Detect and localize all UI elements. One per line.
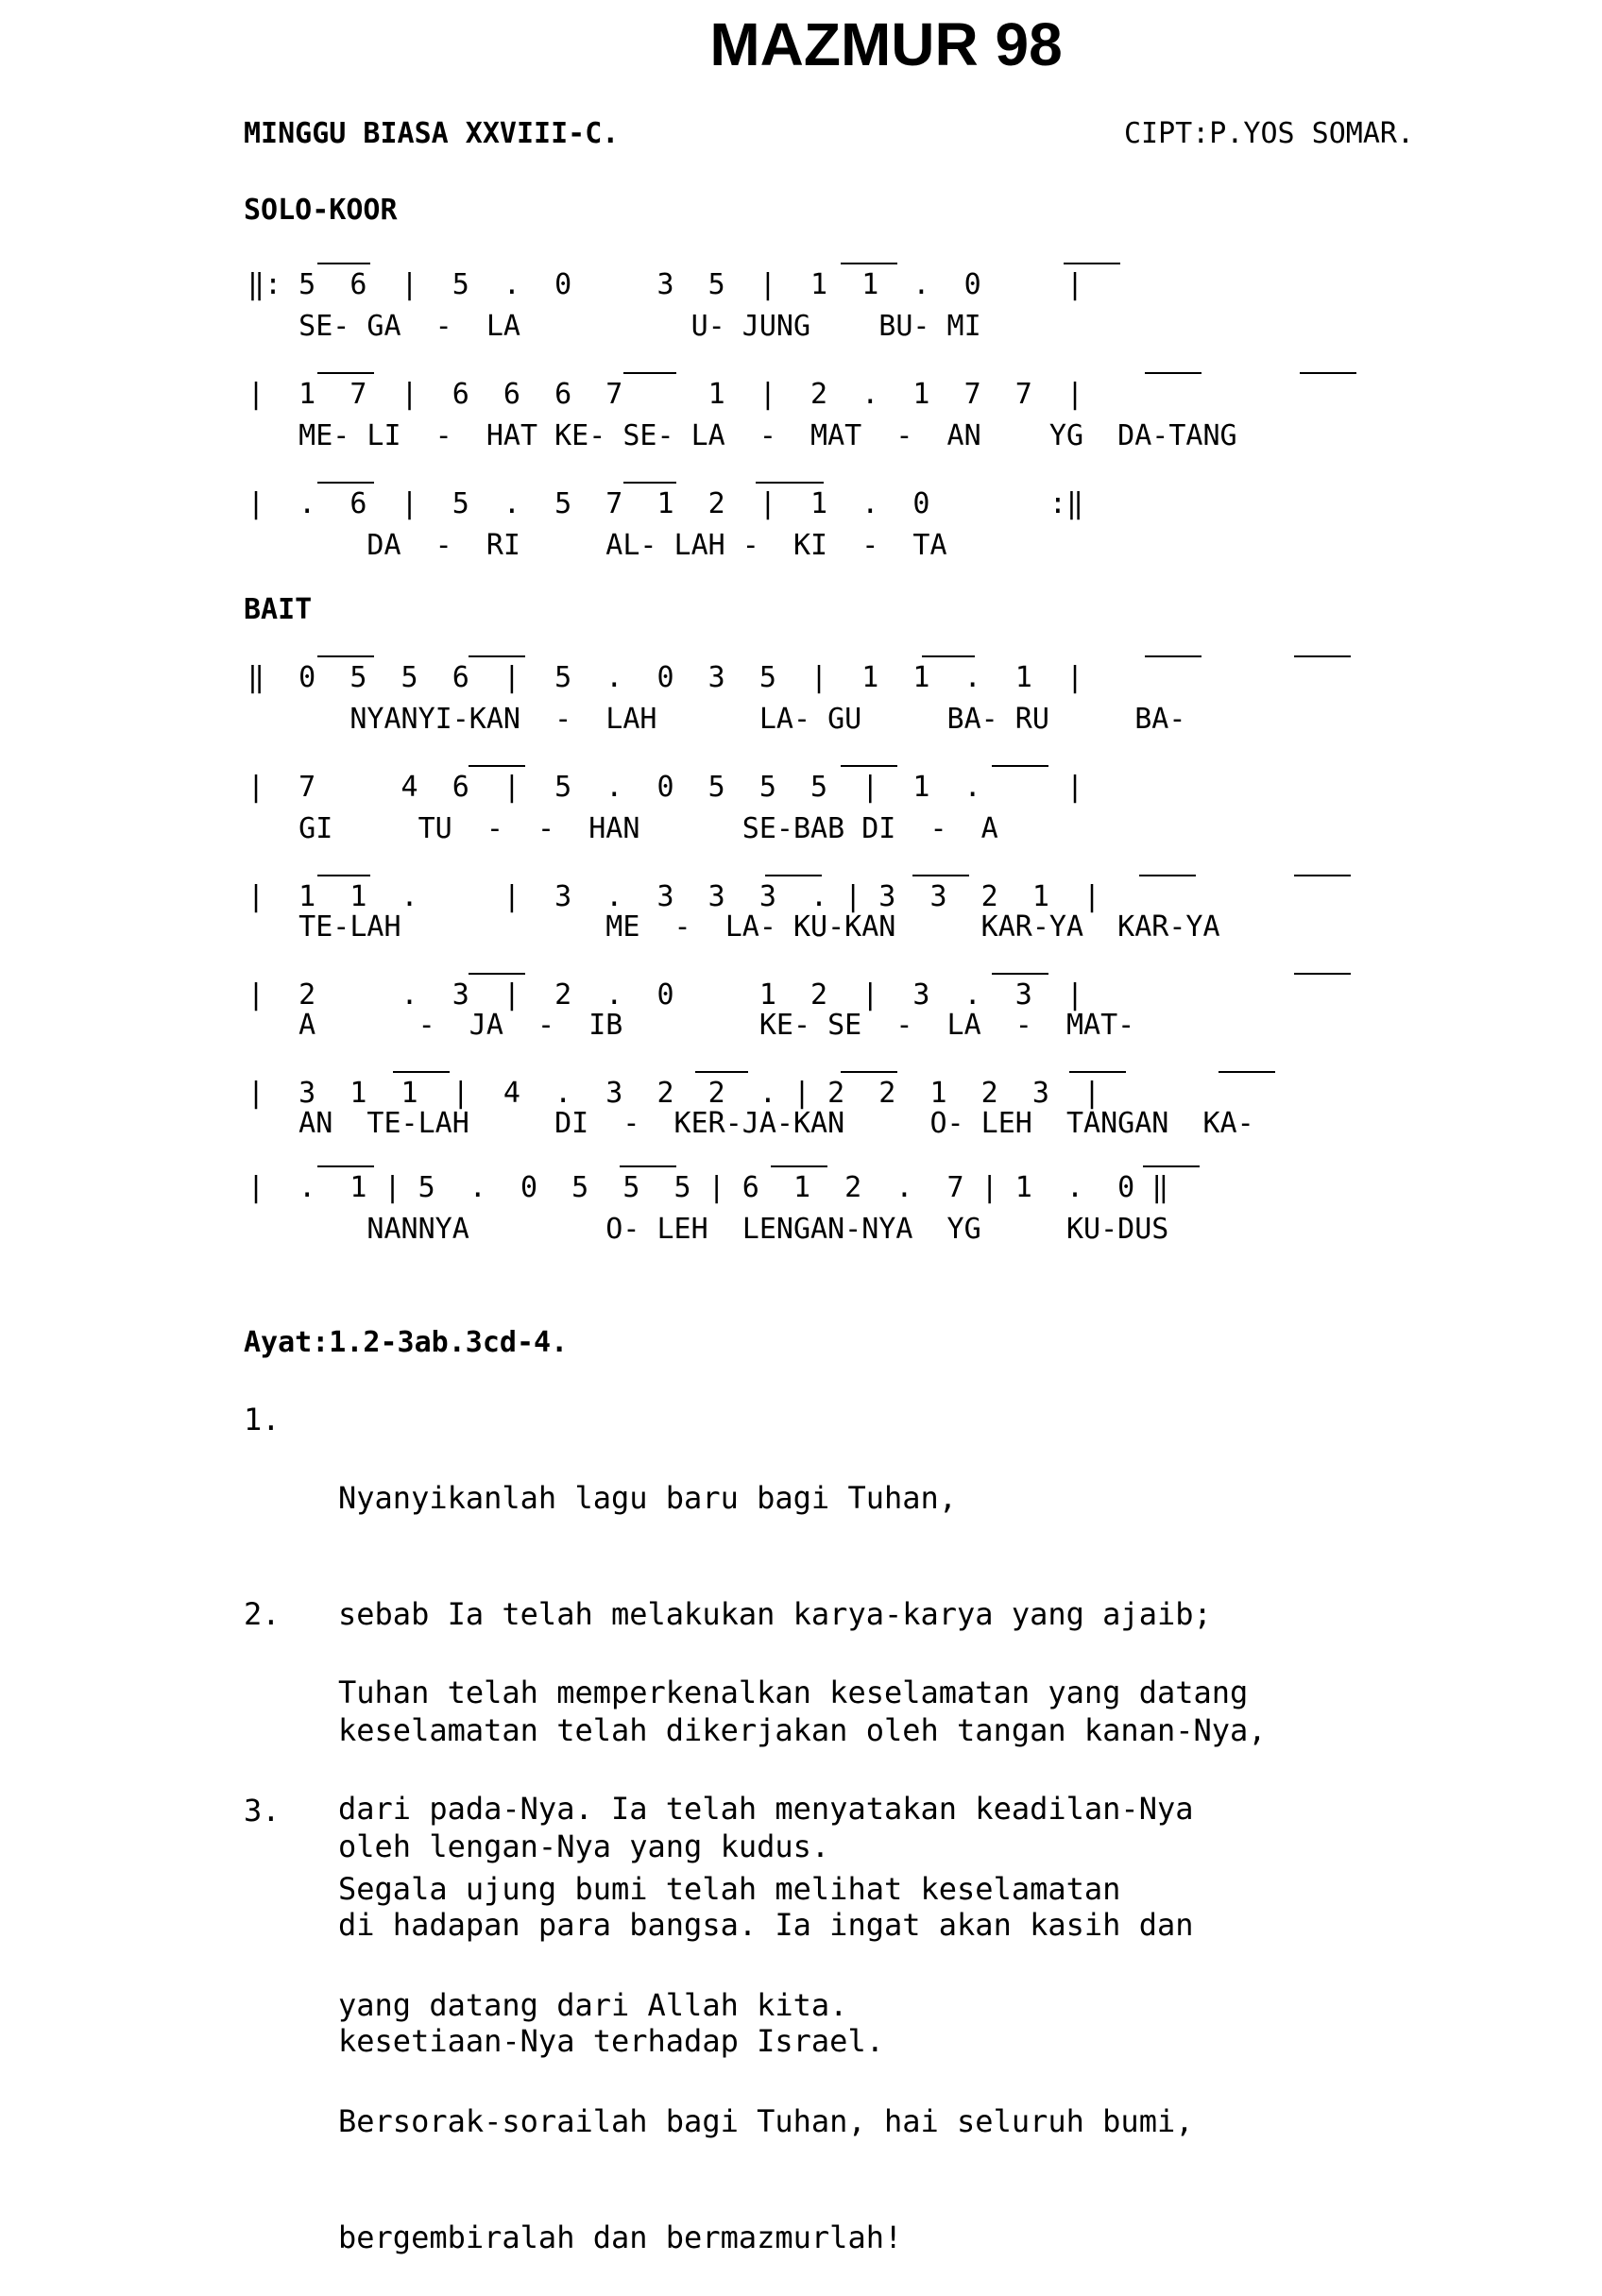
verse-notes-4: | 2 . 3 | 2 . 0 1 2 | 3 . 3 | [247,978,1084,1012]
verse-notes-1: ‖ 0 5 5 6 | 5 . 0 3 5 | 1 1 . 1 | [247,661,1084,694]
beam [1294,875,1351,876]
beam [695,1071,748,1073]
beam [469,765,525,767]
beam [771,1165,827,1167]
beam [841,263,897,264]
verse-line: Nyanyikanlah lagu baru bagi Tuhan, [338,1480,958,1516]
verse-line: sebab Ia telah melakukan karya-karya yang ajaib; [338,1596,1212,1632]
verse-text-3 [338,1793,1193,2296]
beam [317,263,370,264]
verse-notes-5: | 3 1 1 | 4 . 3 2 2 . | 2 2 1 2 3 | [247,1077,1101,1110]
beam [317,372,374,374]
beam [317,875,370,876]
verse-lyrics-1: NYANYI-KAN - LAH LA- GU BA- RU BA- [247,703,1186,736]
beam [620,1165,676,1167]
refrain-lyrics-3: DA - RI AL- LAH - KI - TA [247,529,947,562]
verse-number: 2. [244,1596,281,1632]
composer-label: CIPT:P.YOS SOMAR. [1124,117,1415,150]
page-title: MAZMUR 98 [709,10,1063,78]
beam [1145,372,1202,374]
beam [469,655,525,657]
verse-lyrics-6: NANNYA O- LEH LENGAN-NYA YG KU-DUS [247,1213,1169,1246]
occasion-label: MINGGU BIASA XXVIII-C. [244,117,620,150]
verse-line: di hadapan para bangsa. Ia ingat akan kasih dan [338,1907,1194,1943]
verse-notes-3: | 1 1 . | 3 . 3 3 3 . | 3 3 2 1 | [247,880,1101,913]
section-refrain-label: SOLO-KOOR [244,194,398,227]
beam [317,1165,374,1167]
section-verse-label: BAIT [244,593,313,626]
verse-number: 3. [244,1793,281,1828]
verse-line: keselamatan telah dikerjakan oleh tangan kanan-Nya, [338,1712,1267,1748]
ayat-label: Ayat:1.2-3ab.3cd-4. [244,1326,569,1359]
verse-line: dari pada-Nya. Ia telah menyatakan keadilan-Nya [338,1791,1194,1827]
verse-lyrics-2: GI TU - - HAN SE-BAB DI - A [247,812,998,845]
verse-lyrics-4: A - JA - IB KE- SE - LA - MAT- [247,1009,1135,1042]
beam [756,482,824,484]
beam [393,1071,450,1073]
beam [623,372,676,374]
refrain-lyrics-2: ME- LI - HAT KE- SE- LA - MAT - AN YG DA-TANG [247,419,1237,452]
verse-line: bergembiralah dan bermazmurlah! [338,2219,903,2255]
beam [992,973,1048,975]
refrain-notes-3: | . 6 | 5 . 5 7 1 2 | 1 . 0 :‖ [247,487,1084,520]
refrain-notes-1: ‖: 5 6 | 5 . 0 3 5 | 1 1 . 0 | [247,268,1084,301]
beam [1219,1071,1275,1073]
verse-notes-6: | . 1 | 5 . 0 5 5 5 | 6 1 2 . 7 | 1 . 0 ‖ [247,1171,1169,1204]
beam [1064,263,1120,264]
beam [1294,655,1351,657]
refrain-lyrics-1: SE- GA - LA U- JUNG BU- MI [247,310,981,343]
verse-line: Tuhan telah memperkenalkan keselamatan yang datang [338,1675,1249,1710]
beam [1069,1071,1126,1073]
verse-line: Bersorak-sorailah bagi Tuhan, hai seluruh bumi, [338,2103,1194,2139]
verse-lyrics-3: TE-LAH ME - LA- KU-KAN KAR-YA KAR-YA [247,910,1220,944]
beam [1294,973,1351,975]
beam [317,482,374,484]
beam [841,1071,897,1073]
beam [623,482,676,484]
refrain-notes-2: | 1 7 | 6 6 6 7 1 | 2 . 1 7 7 | [247,378,1084,411]
beam [765,875,822,876]
beam [469,973,525,975]
beam [912,875,969,876]
verse-line: oleh lengan-Nya yang kudus. [338,1828,830,1864]
verse-line: Segala ujung bumi telah melihat keselamatan [338,1871,1121,1907]
beam [841,765,897,767]
beam [1143,1165,1200,1167]
verse-lyrics-5: AN TE-LAH DI - KER-JA-KAN O- LEH TANGAN KA- [247,1107,1254,1140]
beam [992,765,1048,767]
verse-line: kesetiaan-Nya terhadap Israel. [338,2023,884,2059]
verse-line: yang datang dari Allah kita. [338,1987,848,2023]
verse-number: 1. [244,1402,281,1437]
verse-notes-2: | 7 4 6 | 5 . 0 5 5 5 | 1 . | [247,771,1084,804]
beam [1139,875,1196,876]
beam [1300,372,1356,374]
beam [922,655,975,657]
beam [317,655,374,657]
beam [1145,655,1202,657]
